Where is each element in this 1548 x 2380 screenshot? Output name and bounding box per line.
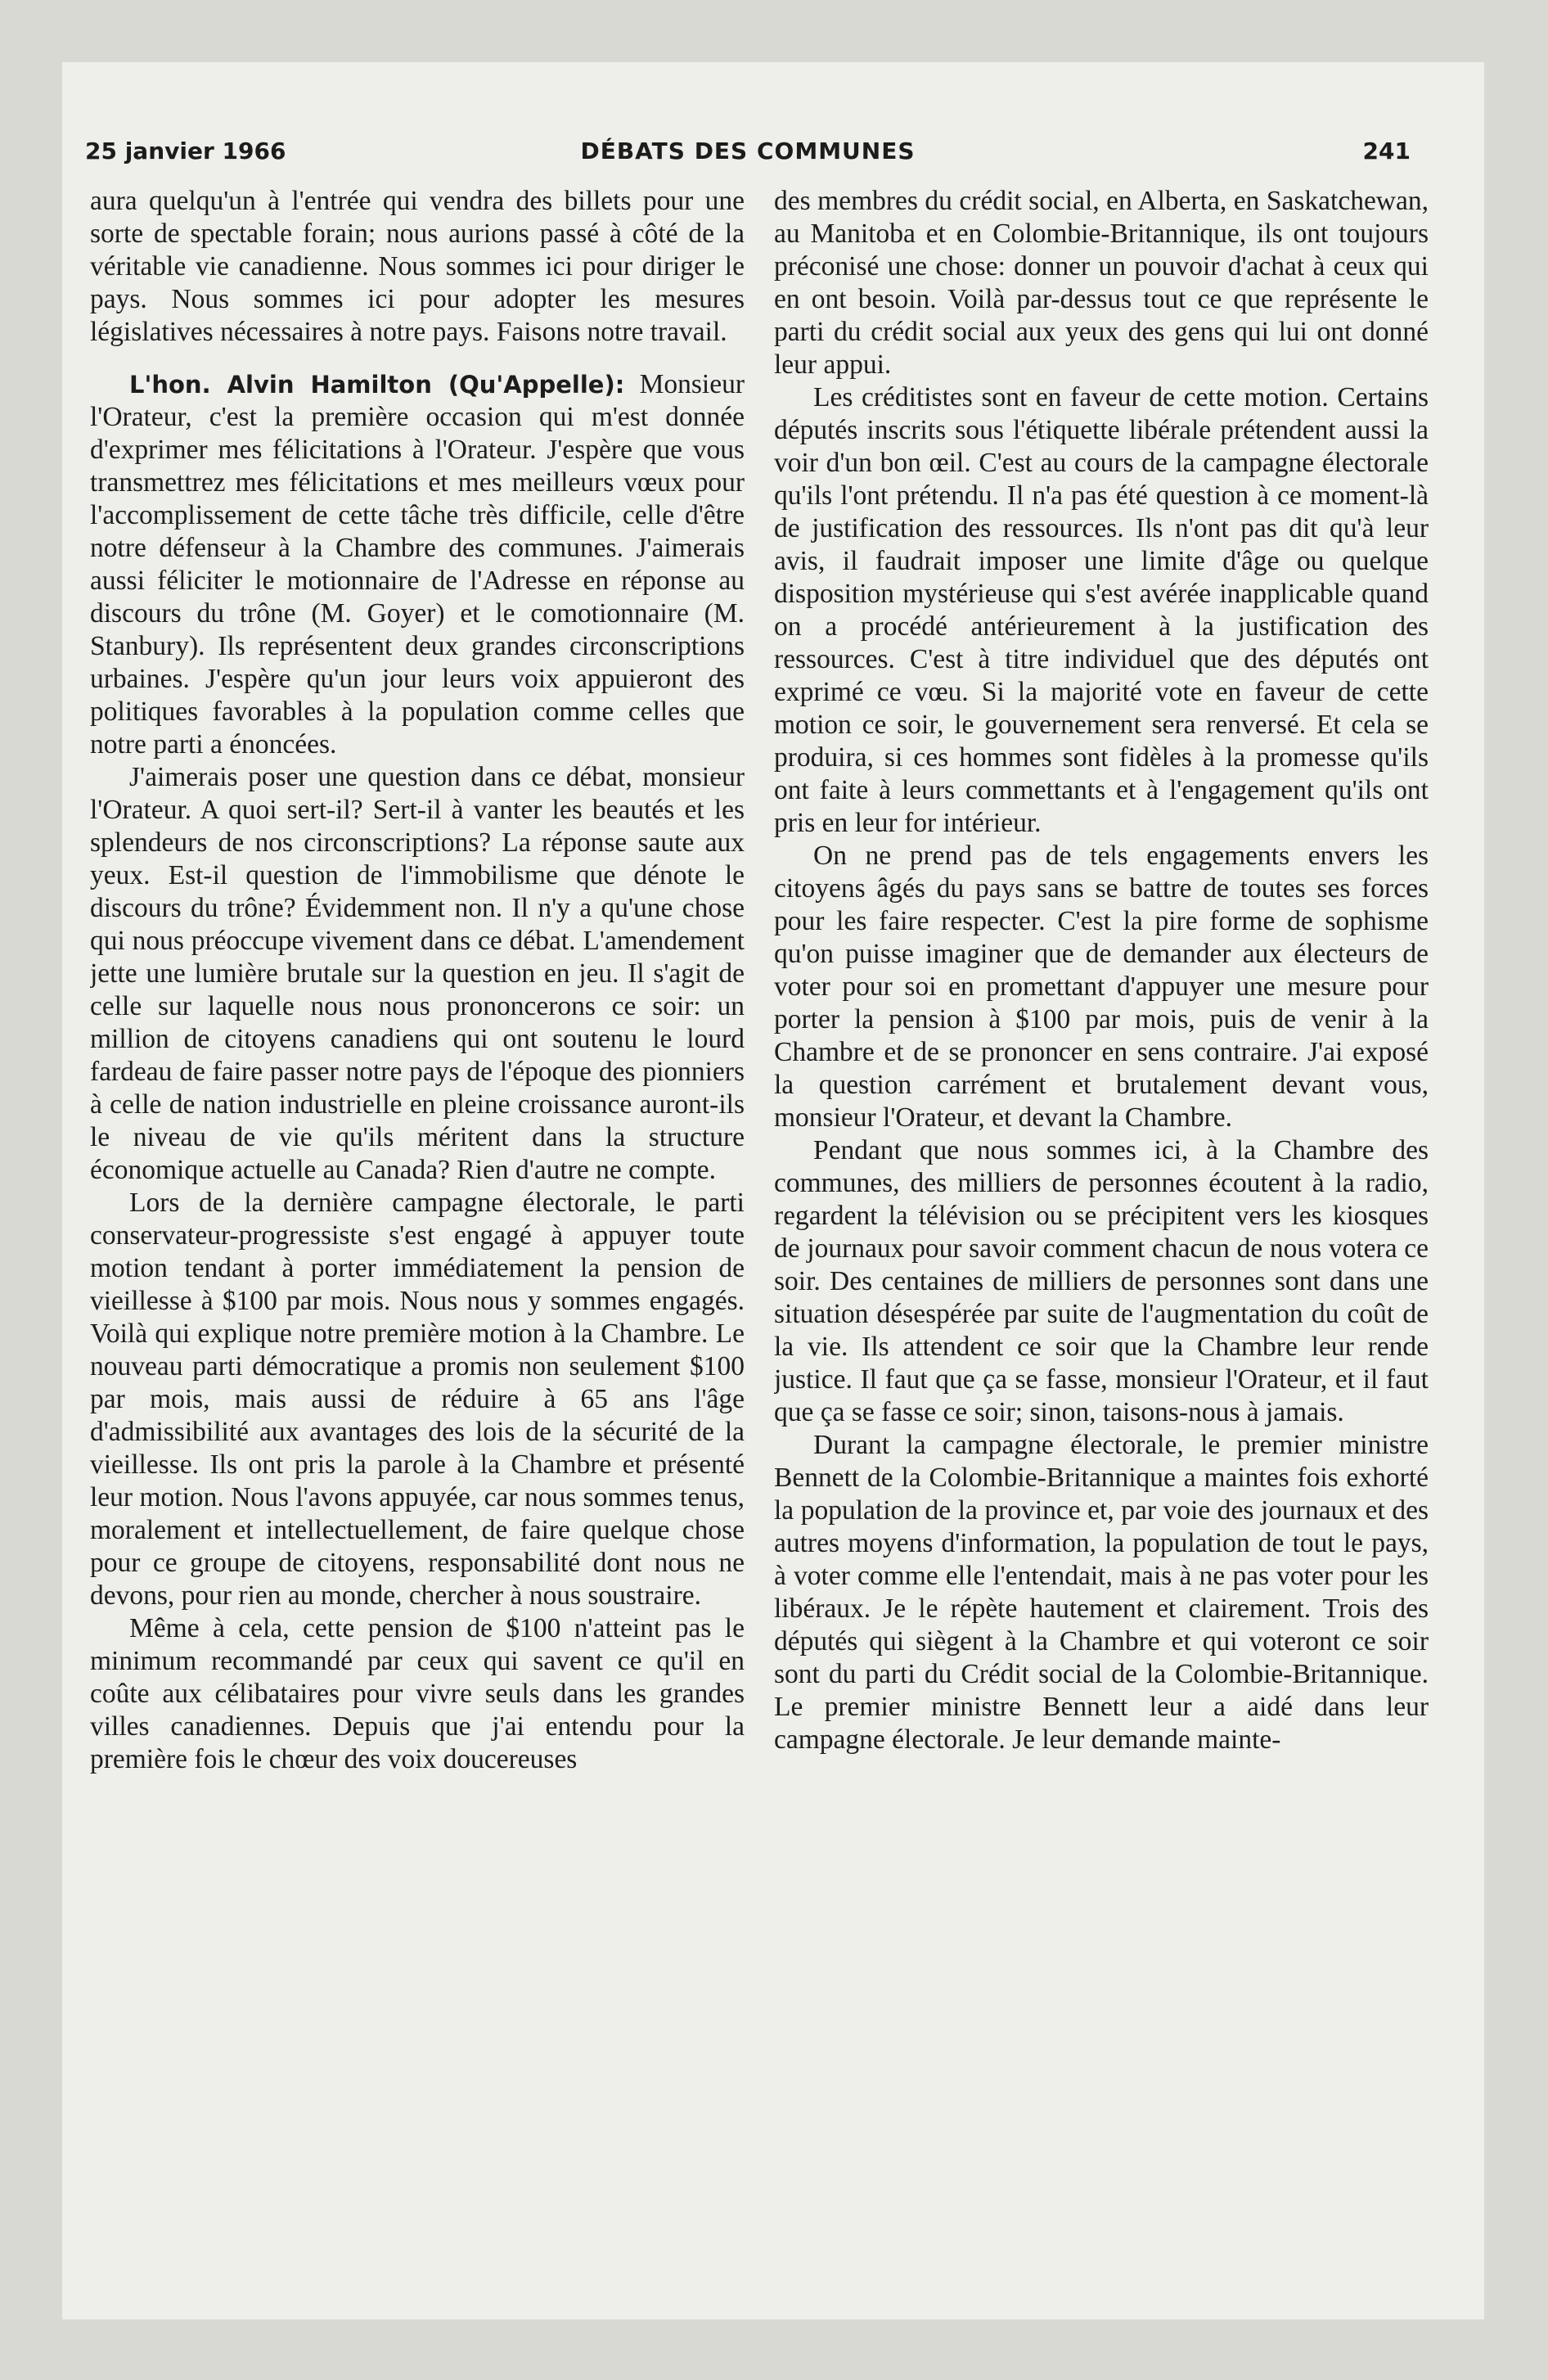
paragraph: des membres du crédit social, en Alberta, en Saskatchewan, au Manitoba et en Colombie-Britannique, ils ont toujours préconisé une chose: donner un pouvoir d'achat à ceux qui en ont besoin. Voilà par-dessus tout ce que représente le parti du crédit social aux yeux des gens qui lui ont donné leur appui. [774, 186, 1429, 380]
paragraph-text: Monsieur l'Orateur, c'est la première occasion qui m'est donnée d'exprimer mes félicitations à l'Orateur. J'espère que vous transmettrez mes félicitations et mes meilleurs vœux pour l'accomplissement de cette tâche très difficile, celle d'être notre défenseur à la Chambre des communes. J'aimerais aussi féliciter le motionnaire de l'Adresse en réponse au discours du trône (M. Goyer) et le comotionnaire (M. Stanbury). Ils représentent deux grandes circonscriptions urbaines. J'espère qu'un jour leurs voix appuieront des politiques favorables à la population comme celles que notre parti a énoncées. [90, 369, 745, 760]
header-date: 25 janvier 1966 [85, 137, 286, 165]
paragraph: Durant la campagne électorale, le premier ministre Bennett de la Colombie-Britannique a maintes fois exhorté la population de la province et, par voie des journaux et des autres moyens d'information, la population de tout le pays, à voter comme elle l'entendait, mais à ne pas voter pour les libéraux. Je le répète hautement et clairement. Trois des députés qui siègent à la Chambre et qui voteront ce soir sont du parti du Crédit social de la Colombie-Britannique. Le premier ministre Bennett leur a aidé dans leur campagne électorale. Je leur demande mainte- [774, 1430, 1429, 1755]
paragraph: J'aimerais poser une question dans ce débat, monsieur l'Orateur. A quoi sert-il? Sert-il à vanter les beautés et les splendeurs de nos circonscriptions? La réponse saute aux yeux. Est-il question de l'immobilisme que dénote le discours du trône? Évidemment non. Il n'y a qu'une chose qui nous préoccupe vivement dans ce débat. L'amendement jette une lumière brutale sur la question en jeu. Il s'agit de celle sur laquelle nous nous prononcerons ce soir: un million de citoyens canadiens qui ont soutenu le lourd fardeau de faire passer notre pays de l'époque des pionniers à celle de nation industrielle en pleine croissance auront-ils le niveau de vie qu'ils méritent dans la structure économique actuelle au Canada? Rien d'autre ne compte. [90, 762, 745, 1185]
paragraph: Pendant que nous sommes ici, à la Chambre des communes, des milliers de personnes écoutent à la radio, regardent la télévision ou se précipitent vers les kiosques de journaux pour savoir comment chacun de nous votera ce soir. Des centaines de milliers de personnes sont dans une situation désespérée par suite de l'augmentation du coût de la vie. Ils attendent ce soir que la Chambre leur rende justice. Il faut que ça se fasse, monsieur l'Orateur, et il faut que ça se fasse ce soir; sinon, taisons-nous à jamais. [774, 1135, 1429, 1427]
paragraph: Lors de la dernière campagne électorale, le parti conservateur-progressiste s'est engagé à appuyer toute motion tendant à porter immédiatement la pension de vieillesse à $100 par mois. Nous nous y sommes engagés. Voilà qui explique notre première motion à la Chambre. Le nouveau parti démocratique a promis non seulement $100 par mois, mais aussi de réduire à 65 ans l'âge d'admissibilité aux avantages des lois de la sécurité de la vieillesse. Ils ont pris la parole à la Chambre et présenté leur motion. Nous l'avons appuyée, car nous sommes tenus, moralement et intellectuellement, de faire quelque chose pour ce groupe de citoyens, responsabilité dont nous ne devons, pour rien au monde, chercher à nous soustraire. [90, 1188, 745, 1611]
paragraph: aura quelqu'un à l'entrée qui vendra des billets pour une sorte de spectable forain; nous aurions passé à côté de la véritable vie canadienne. Nous sommes ici pour diriger le pays. Nous sommes ici pour adopter les mesures législatives nécessaires à notre pays. Faisons notre travail. [90, 186, 745, 347]
right-column [774, 185, 1429, 2174]
page-number: 241 [1362, 137, 1411, 165]
paragraph: On ne prend pas de tels engagements envers les citoyens âgés du pays sans se battre de toutes ses forces pour les faire respecter. C'est la pire forme de sophisme qu'on puisse imaginer que de demander aux électeurs de voter pour soi en promettant d'appuyer une mesure pour porter la pension à $100 par mois, puis de venir à la Chambre et de se prononcer en sens contraire. J'ai exposé la question carrément et brutalement devant vous, monsieur l'Orateur, et devant la Chambre. [774, 841, 1429, 1133]
left-column [90, 185, 745, 2174]
speaker-paragraph [90, 368, 745, 761]
header-title: DÉBATS DES COMMUNES [580, 137, 916, 165]
speaker-name: L'hon. Alvin Hamilton (Qu'Appelle): [129, 371, 625, 399]
paragraph: Les créditistes sont en faveur de cette motion. Certains députés inscrits sous l'étiquette libérale prétendent aussi la voir d'un bon œil. C'est au cours de la campagne électorale qu'ils l'ont prétendu. Il n'a pas été question à ce moment-là de justification des ressources. Ils n'ont pas dit qu'à leur avis, il faudrait imposer une limite d'âge ou quelque disposition mystérieuse qui s'est avérée inapplicable quand on a procédé antérieurement à la justification des ressources. C'est à titre individuel que des députés ont exprimé ce vœu. Si la majorité vote en faveur de cette motion ce soir, le gouvernement sera renversé. Et cela se produira, si ces hommes sont fidèles à la promesse qu'ils ont faite à leurs commettants et à l'engagement qu'ils ont pris en leur for intérieur. [774, 382, 1429, 838]
paragraph: Même à cela, cette pension de $100 n'atteint pas le minimum recommandé par ceux qui savent ce qu'il en coûte aux célibataires pour vivre seuls dans les grandes villes canadiennes. Depuis que j'ai entendu pour la première fois le chœur des voix doucereuses [90, 1613, 745, 1774]
page-header [85, 137, 1411, 174]
